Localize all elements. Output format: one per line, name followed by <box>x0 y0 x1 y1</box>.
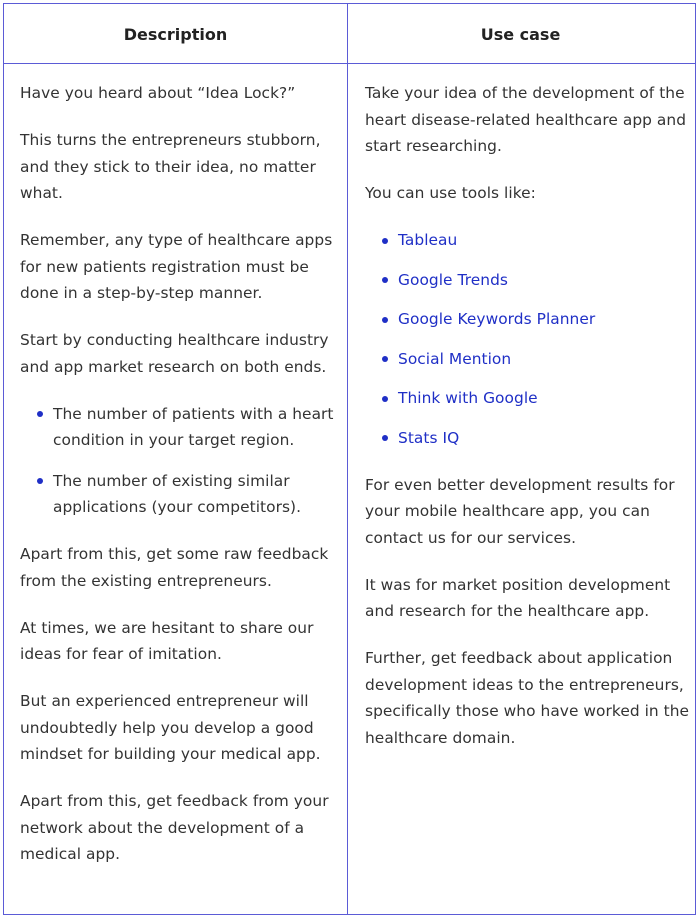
list-item <box>365 267 690 294</box>
list-item <box>365 385 690 412</box>
bullet-icon <box>382 396 388 402</box>
list-item <box>365 346 690 373</box>
description-paragraph: Remember, any type of healthcare apps for new patients registration must be done in a step-by-step manner. <box>20 231 333 302</box>
use-case-paragraph: Take your idea of the development of the heart disease-related healthcare app and start researching. <box>365 84 687 155</box>
description-header: Description <box>123 24 228 44</box>
bullet-icon <box>382 435 388 441</box>
google-trends-link[interactable]: Google Trends <box>398 270 508 289</box>
description-paragraph: Start by conducting healthcare industry and app market research on both ends. <box>20 331 329 376</box>
comparison-table <box>3 3 696 915</box>
list-item <box>365 425 690 452</box>
tableau-link[interactable]: Tableau <box>398 231 458 249</box>
use-case-paragraph: Further, get feedback about application development ideas to the entrepreneurs, specifically those who have worked in the healthcare domain. <box>365 649 690 747</box>
list-item <box>20 401 340 454</box>
bullet-icon <box>382 356 388 362</box>
think-with-google-link[interactable]: Think with Google <box>398 389 538 407</box>
list-item-text: The number of patients with a heart condition in your target region. <box>53 404 334 449</box>
use-case-cell <box>365 80 690 772</box>
bullet-icon <box>382 277 388 283</box>
list-item <box>365 227 690 254</box>
list-item-text: The number of existing similar applications (your competitors). <box>53 471 302 516</box>
description-paragraph: Have you heard about “Idea Lock?” <box>20 84 296 102</box>
description-paragraph: At times, we are hesitant to share our ideas for fear of imitation. <box>20 618 314 663</box>
description-cell <box>20 80 340 888</box>
tools-link-list <box>365 227 690 451</box>
research-criteria-list <box>20 401 340 521</box>
bullet-icon <box>37 411 43 417</box>
use-case-paragraph: It was for market position development and research for the healthcare app. <box>365 575 671 620</box>
use-case-paragraph: For even better development results for your mobile healthcare app, you can contact us for our services. <box>365 475 675 547</box>
list-item <box>20 468 340 521</box>
social-mention-link[interactable]: Social Mention <box>398 349 512 368</box>
bullet-icon <box>382 317 388 323</box>
stats-iq-link[interactable]: Stats IQ <box>398 428 460 447</box>
use-case-header: Use case <box>480 24 561 44</box>
description-paragraph: But an experienced entrepreneur will undoubtedly help you develop a good mindset for building your medical app. <box>20 692 321 763</box>
bullet-icon <box>37 478 43 484</box>
description-paragraph: Apart from this, get feedback from your network about the development of a medical app. <box>20 792 329 863</box>
google-keywords-planner-link[interactable]: Google Keywords Planner <box>398 310 596 328</box>
description-paragraph: Apart from this, get some raw feedback from the existing entrepreneurs. <box>20 545 329 590</box>
description-paragraph: This turns the entrepreneurs stubborn, and they stick to their idea, no matter what. <box>20 131 321 202</box>
table-header-row <box>4 4 695 64</box>
use-case-paragraph: You can use tools like: <box>365 184 536 202</box>
column-divider <box>347 4 348 914</box>
list-item <box>365 306 690 333</box>
bullet-icon <box>382 238 388 244</box>
